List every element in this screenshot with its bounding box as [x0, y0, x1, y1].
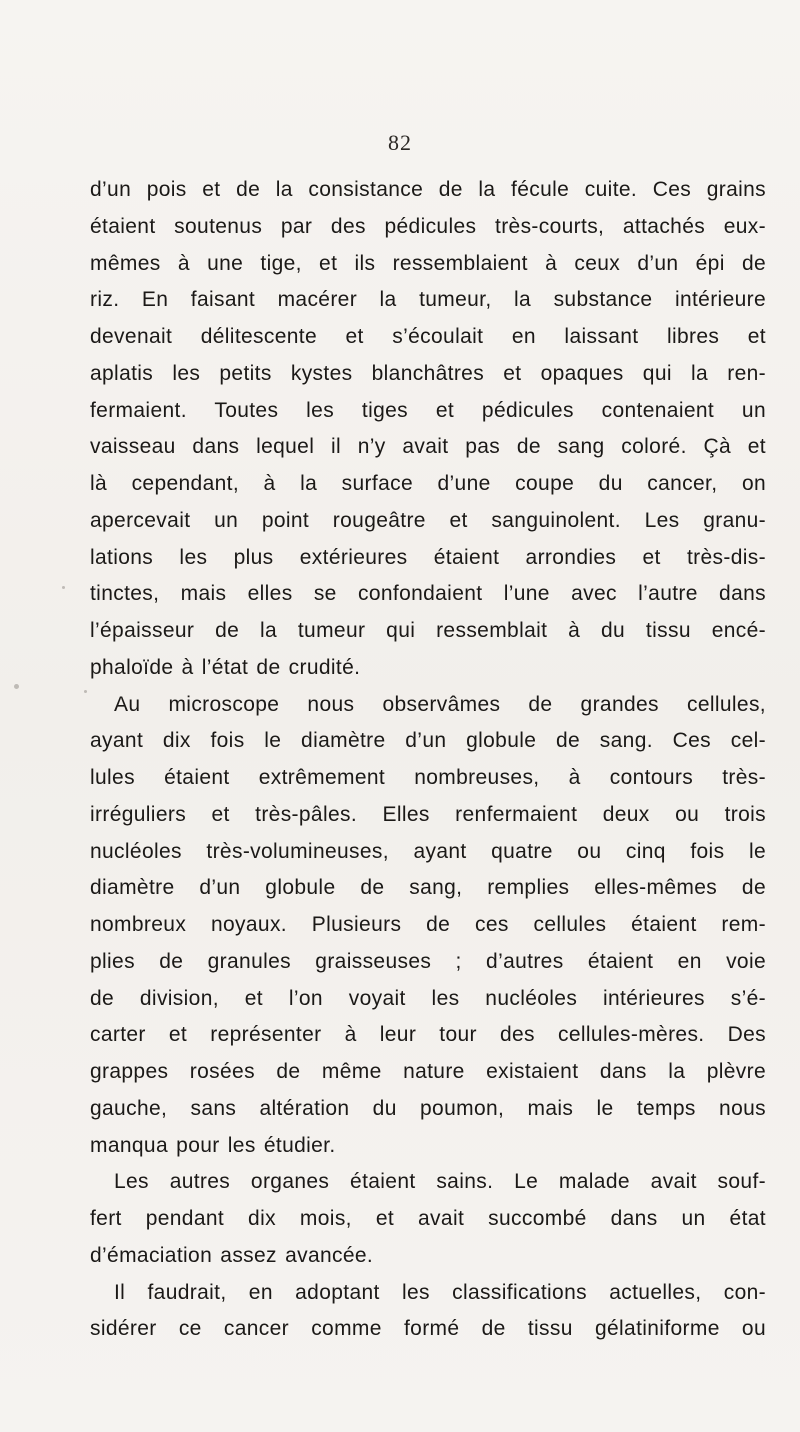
text-line-paragraph-end: d’émaciation assez avancée. — [90, 1243, 374, 1267]
text-line-paragraph-end: phaloïde à l’état de crudité. — [90, 655, 361, 679]
text-line: ayant dix fois le diamètre d’un globule de sang. Ces cel- — [90, 729, 766, 753]
text-line: tinctes, mais elles se confondaient l’une avec l’autre dans — [90, 582, 766, 606]
text-line: lules étaient extrêmement nombreuses, à contours très- — [90, 766, 766, 789]
text-line: apercevait un point rougeâtre et sanguinolent. Les granu- — [90, 508, 766, 532]
text-line-paragraph-end: manqua pour les étudier. — [90, 1133, 336, 1157]
text-line: riz. En faisant macérer la tumeur, la substance intérieure — [90, 288, 766, 312]
text-line: d’un pois et de la consistance de la fécule cuite. Ces grains — [90, 178, 766, 201]
text-line: nucléoles très-volumineuses, ayant quatre ou cinq fois le — [90, 839, 766, 863]
text-line: lations les plus extérieures étaient arrondies et très-dis- — [90, 545, 766, 569]
text-line: devenait délitescente et s’écoulait en laissant libres et — [90, 325, 766, 348]
text-line: sidérer ce cancer comme formé de tissu gélatiniforme ou — [90, 1317, 766, 1341]
text-line: fermaient. Toutes les tiges et pédicules contenaient un — [90, 398, 766, 422]
text-line: nombreux noyaux. Plusieurs de ces cellules étaient rem- — [90, 913, 766, 936]
text-line: de division, et l’on voyait les nucléoles intérieures s’é- — [90, 986, 766, 1010]
body-text — [90, 172, 766, 1348]
paper-speck — [14, 684, 19, 689]
text-line: là cependant, à la surface d’une coupe du cancer, on — [90, 472, 766, 495]
text-line: vaisseau dans lequel il n’y avait pas de sang coloré. Çà et — [90, 435, 766, 459]
text-line: l’épaisseur de la tumeur qui ressemblait à du tissu encé- — [90, 619, 766, 642]
text-line: fert pendant dix mois, et avait succombé dans un état — [90, 1207, 766, 1230]
text-line: plies de granules graisseuses ; d’autres étaient en voie — [90, 949, 766, 973]
paper-speck — [84, 690, 87, 693]
paper-speck — [62, 586, 65, 589]
text-line: mêmes à une tige, et ils ressemblaient à ceux d’un épi de — [90, 251, 766, 275]
text-line: étaient soutenus par des pédicules très-courts, attachés eux- — [90, 214, 766, 238]
text-line-paragraph-start: Au microscope nous observâmes de grandes cellules, — [114, 692, 766, 716]
text-line-paragraph-start: Il faudrait, en adoptant les classifications actuelles, con- — [114, 1280, 766, 1304]
page-number: 82 — [388, 130, 412, 155]
text-line: aplatis les petits kystes blanchâtres et opaques qui la ren- — [90, 361, 766, 385]
text-line: gauche, sans altération du poumon, mais le temps nous — [90, 1096, 766, 1120]
text-line: grappes rosées de même nature existaient dans la plèvre — [90, 1060, 766, 1083]
text-line: irréguliers et très-pâles. Elles renfermaient deux ou trois — [90, 802, 766, 826]
text-line: diamètre d’un globule de sang, remplies elles-mêmes de — [90, 876, 766, 900]
text-line: carter et représenter à leur tour des cellules-mères. Des — [90, 1023, 766, 1047]
text-line-paragraph-start: Les autres organes étaient sains. Le malade avait souf- — [114, 1170, 766, 1194]
